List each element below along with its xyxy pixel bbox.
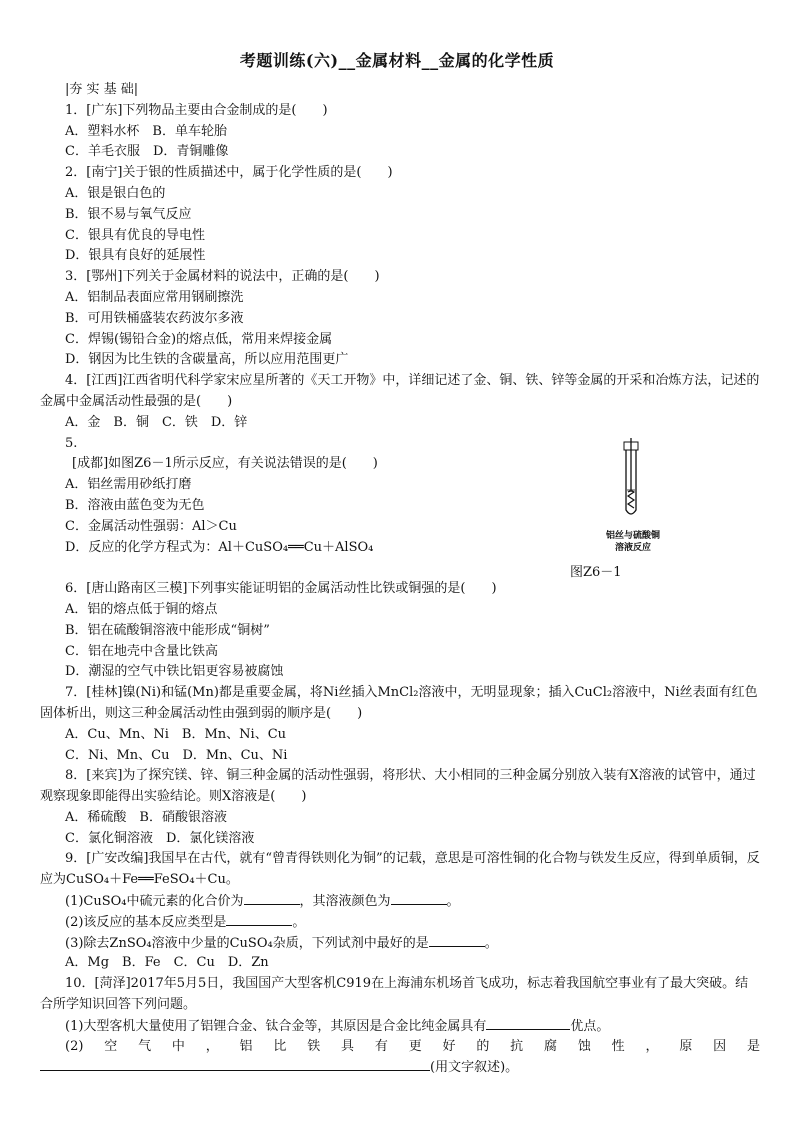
content xyxy=(40,80,760,1078)
answer-blank[interactable] xyxy=(40,1057,430,1071)
answer-blank[interactable] xyxy=(226,912,292,926)
question-1: 1．[广东]下列物品主要由合金制成的是( ) xyxy=(65,102,328,118)
spaced-char: 铝 xyxy=(239,1038,253,1054)
question-10-part-2 xyxy=(40,1037,760,1058)
question-3: 3．[鄂州]下列关于金属材料的说法中，正确的是( ) xyxy=(65,269,380,285)
option-line: C．氯化铜溶液 D．氯化镁溶液 xyxy=(65,830,255,846)
option-line: A．铝的熔点低于铜的熔点 xyxy=(65,601,218,617)
answer-blank[interactable] xyxy=(391,891,447,905)
option-line: B．溶液由蓝色变为无色 xyxy=(65,497,205,513)
option-line: C．金属活动性强弱：Al＞Cu xyxy=(65,518,237,534)
option-line: C．铝在地壳中含量比铁高 xyxy=(65,643,218,659)
spaced-char: ， xyxy=(205,1038,219,1054)
wire-coil xyxy=(628,491,634,508)
option-line: A．稀硫酸 B．硝酸银溶液 xyxy=(65,809,227,825)
option-line: D．反应的化学方程式为：Al＋CuSO₄══Cu＋AlSO₄ xyxy=(65,539,374,555)
question-9-part-2 xyxy=(40,912,760,933)
text-span: (1)大型客机大量使用了铝锂合金、钛合金等，其原因是合金比纯金属具有 xyxy=(65,1018,487,1034)
question-8: 8．[来宾]为了探究镁、锌、铜三种金属的活动性强弱，将形状、大小相同的三种金属分别放入装有X溶液的试管中，通过观察现象即能得出实验结论。则X溶液是( ) xyxy=(40,768,756,805)
spaced-char: 是 xyxy=(746,1038,760,1054)
option-line: C．焊锡(锡铅合金)的熔点低，常用来焊接金属 xyxy=(65,331,333,347)
spaced-char: 空 xyxy=(104,1038,118,1054)
spaced-char: 性 xyxy=(611,1038,625,1054)
option-line: A．Cu、Mn、Ni B．Mn、Ni、Cu xyxy=(65,726,287,742)
option-line: B．可用铁桶盛装农药波尔多液 xyxy=(65,310,244,326)
option-line: A．铝丝需用砂纸打磨 xyxy=(65,477,192,493)
option-line: A．银是银白色的 xyxy=(65,185,166,201)
question-6: 6．[唐山路南区三模]下列事实能证明铝的金属活动性比铁或铜强的是( ) xyxy=(65,581,497,597)
answer-blank[interactable] xyxy=(486,1016,570,1030)
question-4: 4．[江西]江西省明代科学家宋应星所著的《天工开物》中，详细记述了金、铜、铁、锌等金属的开采和冶炼方法，记述的金属中金属活动性最强的是( ) xyxy=(40,373,760,409)
option-line: C．银具有优良的导电性 xyxy=(65,227,205,243)
spaced-char: 因 xyxy=(713,1038,727,1054)
question-9-part-1 xyxy=(40,891,760,912)
spaced-char: 好 xyxy=(442,1038,456,1054)
spaced-char: (2) xyxy=(65,1038,84,1054)
option-line: B．铝在硫酸铜溶液中能形成“铜树” xyxy=(65,622,270,638)
option-line: A．Mg B．Fe C．Cu D．Zn xyxy=(65,955,269,971)
figure-label-line-1: 铝丝与硫酸铜 xyxy=(605,531,660,541)
option-line: D．银具有良好的延展性 xyxy=(65,248,206,264)
spaced-char: 具 xyxy=(341,1038,355,1054)
option-line: A．金 B．铜 C．铁 D．锌 xyxy=(65,414,248,430)
text-span: 。 xyxy=(292,914,306,930)
spaced-char: 原 xyxy=(679,1038,693,1054)
text-span: (1)CuSO₄中硫元素的化合价为 xyxy=(65,894,244,910)
text-span: (3)除去ZnSO₄溶液中少量的CuSO₄杂质，下列试剂中最好的是 xyxy=(65,935,429,951)
test-tube-figure xyxy=(588,438,678,554)
text-span: 。 xyxy=(484,935,498,951)
text-span: (2)该反应的基本反应类型是 xyxy=(65,914,227,930)
spacer xyxy=(40,558,760,579)
option-line: D．钢因为比生铁的含碳量高，所以应用范围更广 xyxy=(65,352,349,368)
option-line: A．塑料水杯 B．单车轮胎 xyxy=(65,123,227,139)
question-9: 9．[广安改编]我国早在古代，就有“曾青得铁则化为铜”的记载，意思是可溶性铜的化合物与铁发生反应，得到单质铜，反应为CuSO₄＋Fe══FeSO₄＋Cu。 xyxy=(40,851,760,888)
spaced-char: 的 xyxy=(476,1038,490,1054)
text-span: 优点。 xyxy=(570,1018,610,1034)
spaced-char: 腐 xyxy=(544,1038,558,1054)
test-tube-diagram xyxy=(588,438,678,538)
answer-blank[interactable] xyxy=(244,891,300,905)
spaced-char: 有 xyxy=(374,1038,388,1054)
text-span: ，其溶液颜色为 xyxy=(299,894,391,910)
option-line: C．羊毛衣服 D．青铜雕像 xyxy=(65,144,229,160)
spaced-char: 中 xyxy=(171,1038,185,1054)
question-7: 7．[桂林]镍(Ni)和锰(Mn)都是重要金属，将Ni丝插入MnCl₂溶液中，无明显现象；插入CuCl₂溶液中，Ni丝表面有红色固体析出，则这三种金属活动性由强到弱的顺序是( ) xyxy=(40,685,758,721)
spaced-char: 抗 xyxy=(510,1038,524,1054)
spaced-char: 更 xyxy=(408,1038,422,1054)
question-9-part-3 xyxy=(40,933,760,954)
question-5: [成都]如图Z6－1所示反应，有关说法错误的是( ) xyxy=(72,456,378,472)
section-heading: |夯 实 基 础| xyxy=(65,82,139,97)
question-5-number: 5. xyxy=(65,435,78,451)
option-line: C．Ni、Mn、Cu D．Mn、Cu、Ni xyxy=(65,747,288,763)
question-10: 10．[菏泽]2017年5月5日，我国国产大型客机C919在上海浦东机场首飞成功，标志着我国航空事业有了最大突破。结合所学知识回答下列问题。 xyxy=(40,976,749,1013)
option-line: D．潮湿的空气中铁比铝更容易被腐蚀 xyxy=(65,664,284,680)
spaced-char: 铁 xyxy=(307,1038,321,1054)
question-2: 2．[南宁]关于银的性质描述中，属于化学性质的是( ) xyxy=(65,165,393,181)
text-span: (用文字叙述)。 xyxy=(430,1060,519,1076)
spaced-char: 比 xyxy=(273,1038,287,1054)
spaced-char: 蚀 xyxy=(577,1038,591,1054)
figure-caption: 图Z6－1 xyxy=(570,565,622,580)
text-span: 。 xyxy=(446,894,460,910)
spaced-char: ， xyxy=(645,1038,659,1054)
option-line: A．铝制品表面应常用钢刷擦洗 xyxy=(65,289,244,305)
figure-label-line-2: 溶液反应 xyxy=(614,543,651,553)
option-line: B．银不易与氧气反应 xyxy=(65,206,192,222)
question-10-part-2-end xyxy=(40,1057,760,1078)
spaced-char: 气 xyxy=(138,1038,152,1054)
page-title: 考题训练(六)__金属材料__金属的化学性质 xyxy=(239,51,555,70)
question-10-part-1 xyxy=(40,1016,760,1037)
answer-blank[interactable] xyxy=(429,933,485,947)
